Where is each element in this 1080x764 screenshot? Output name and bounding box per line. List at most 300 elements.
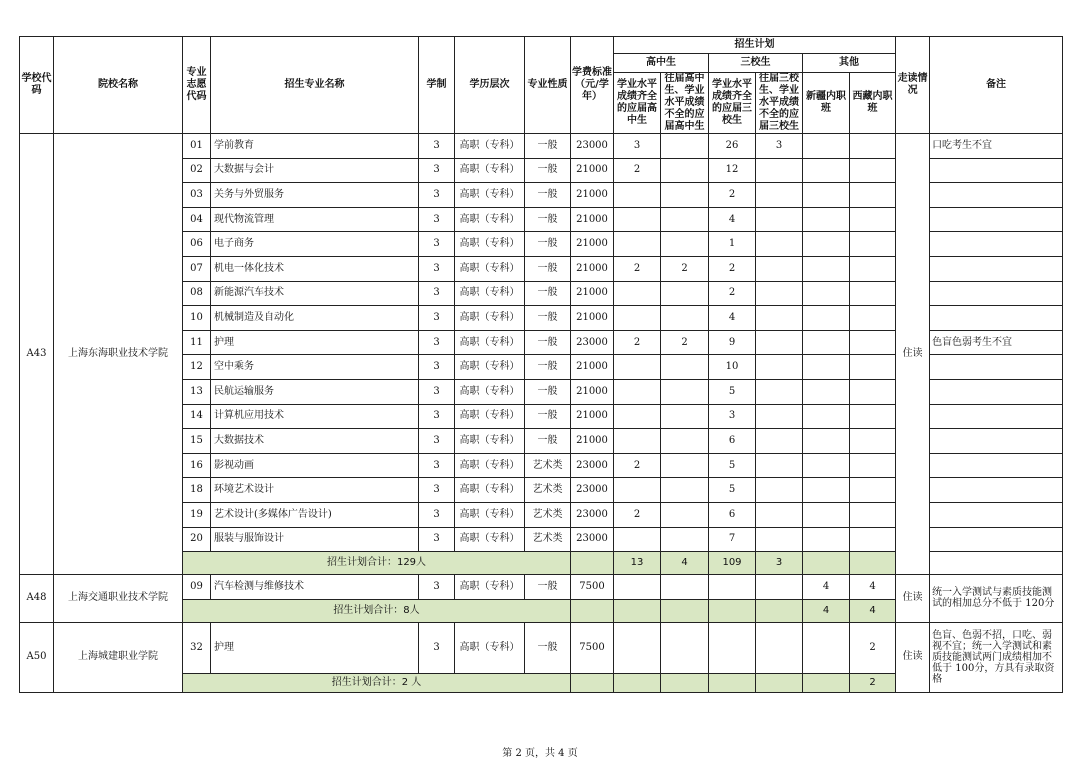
level-cell: 高职（专科） xyxy=(455,453,525,478)
duration-cell: 3 xyxy=(419,134,455,159)
level-cell: 高职（专科） xyxy=(455,232,525,257)
hs-current-cell xyxy=(614,379,661,404)
hs-current-cell xyxy=(614,183,661,208)
tuition-cell: 23000 xyxy=(571,330,614,355)
sx-past-cell xyxy=(756,183,803,208)
total-tibet-cell xyxy=(850,552,896,575)
major-code-cell: 14 xyxy=(183,404,211,429)
total-sx-current-cell xyxy=(709,673,756,692)
level-cell: 高职（专科） xyxy=(455,379,525,404)
school-code-header: 学校代码 xyxy=(20,37,54,134)
hs-past-cell xyxy=(661,502,709,527)
duration-cell: 3 xyxy=(419,306,455,331)
remarks-cell xyxy=(930,527,1063,552)
remarks-cell xyxy=(930,256,1063,281)
tibet-cell xyxy=(850,256,896,281)
hs-past-cell: 2 xyxy=(661,330,709,355)
sx-past-cell xyxy=(756,158,803,183)
major-code-cell: 16 xyxy=(183,453,211,478)
sx-past-cell xyxy=(756,622,803,673)
major-code-cell: 20 xyxy=(183,527,211,552)
sx-past-cell xyxy=(756,502,803,527)
total-hs-past-cell xyxy=(661,673,709,692)
total-hs-current-cell xyxy=(614,599,661,622)
total-sx-past-cell: 3 xyxy=(756,552,803,575)
total-hs-current-cell: 13 xyxy=(614,552,661,575)
major-code-cell: 08 xyxy=(183,281,211,306)
total-sx-current-cell xyxy=(709,599,756,622)
duration-cell: 3 xyxy=(419,527,455,552)
remarks-cell xyxy=(930,453,1063,478)
hs-current-cell xyxy=(614,478,661,503)
tuition-cell: 23000 xyxy=(571,134,614,159)
hs-past-cell xyxy=(661,478,709,503)
major-name-cell: 民航运输服务 xyxy=(211,379,419,404)
total-tibet-cell: 2 xyxy=(850,673,896,692)
duration-cell: 3 xyxy=(419,404,455,429)
major-name-cell: 艺术设计(多媒体广告设计) xyxy=(211,502,419,527)
major-code-cell: 15 xyxy=(183,429,211,454)
sx-past-cell xyxy=(756,575,803,600)
remarks-cell xyxy=(930,379,1063,404)
major-name-header: 招生专业名称 xyxy=(211,37,419,134)
tibet-cell xyxy=(850,330,896,355)
remarks-cell: 口吃考生不宜 xyxy=(930,134,1063,159)
major-code-cell: 06 xyxy=(183,232,211,257)
remarks-cell xyxy=(930,183,1063,208)
level-cell: 高职（专科） xyxy=(455,527,525,552)
tuition-cell: 21000 xyxy=(571,207,614,232)
tuition-cell: 23000 xyxy=(571,502,614,527)
school-code-cell: A43 xyxy=(20,134,54,575)
sx-current-cell: 10 xyxy=(709,355,756,380)
duration-cell: 3 xyxy=(419,622,455,673)
page-footer: 第 2 页，共 4 页 xyxy=(502,748,578,759)
boarding-cell: 住读 xyxy=(896,575,930,623)
remarks-cell xyxy=(930,207,1063,232)
duration-cell: 3 xyxy=(419,429,455,454)
tibet-header: 西藏内职班 xyxy=(850,73,896,134)
xinjiang-cell xyxy=(803,429,850,454)
nature-cell: 一般 xyxy=(525,330,571,355)
major-code-cell: 19 xyxy=(183,502,211,527)
major-name-cell: 关务与外贸服务 xyxy=(211,183,419,208)
nature-cell: 一般 xyxy=(525,158,571,183)
xinjiang-cell xyxy=(803,502,850,527)
xinjiang-cell xyxy=(803,232,850,257)
tibet-cell xyxy=(850,232,896,257)
hs-current-cell xyxy=(614,355,661,380)
major-name-cell: 汽车检测与维修技术 xyxy=(211,575,419,600)
remarks-cell xyxy=(930,552,1063,575)
sx-past-cell xyxy=(756,429,803,454)
sx-current-cell: 2 xyxy=(709,183,756,208)
tuition-cell: 23000 xyxy=(571,453,614,478)
xinjiang-cell xyxy=(803,622,850,673)
sx-past-cell xyxy=(756,478,803,503)
sx-current-cell xyxy=(709,575,756,600)
hs-current-cell xyxy=(614,527,661,552)
hs-past-cell xyxy=(661,404,709,429)
remarks-cell xyxy=(930,429,1063,454)
remarks-cell xyxy=(930,306,1063,331)
major-name-cell: 空中乘务 xyxy=(211,355,419,380)
hs-past-cell xyxy=(661,207,709,232)
sx-past-cell xyxy=(756,355,803,380)
sx-past-cell xyxy=(756,527,803,552)
sx-current-cell xyxy=(709,622,756,673)
sx-current-cell: 12 xyxy=(709,158,756,183)
hs-past-cell xyxy=(661,355,709,380)
table-header xyxy=(20,37,1063,134)
xinjiang-cell xyxy=(803,355,850,380)
hs-current-cell: 2 xyxy=(614,502,661,527)
xinjiang-cell xyxy=(803,379,850,404)
tibet-cell xyxy=(850,207,896,232)
major-code-cell: 04 xyxy=(183,207,211,232)
xinjiang-cell xyxy=(803,281,850,306)
hs-past-cell xyxy=(661,232,709,257)
sx-current-cell: 26 xyxy=(709,134,756,159)
nature-cell: 一般 xyxy=(525,256,571,281)
major-code-cell: 10 xyxy=(183,306,211,331)
boarding-cell: 住读 xyxy=(896,134,930,575)
tibet-cell xyxy=(850,404,896,429)
nature-cell: 一般 xyxy=(525,622,571,673)
sx-current-cell: 1 xyxy=(709,232,756,257)
duration-cell: 3 xyxy=(419,330,455,355)
total-hs-current-cell xyxy=(614,673,661,692)
major-code-cell: 12 xyxy=(183,355,211,380)
major-code-cell: 11 xyxy=(183,330,211,355)
hs-current-cell: 2 xyxy=(614,453,661,478)
xinjiang-cell xyxy=(803,306,850,331)
tuition-cell: 21000 xyxy=(571,256,614,281)
nature-cell: 艺术类 xyxy=(525,478,571,503)
hs-past-cell xyxy=(661,379,709,404)
tuition-cell: 7500 xyxy=(571,575,614,600)
nature-cell: 一般 xyxy=(525,355,571,380)
tuition-cell: 21000 xyxy=(571,281,614,306)
hs-past-cell xyxy=(661,429,709,454)
tibet-cell xyxy=(850,379,896,404)
remarks-cell: 统一入学测试与素质技能测试的相加总分不低于 120分 xyxy=(930,575,1063,623)
hs-past-header: 往届高中生、学业水平成绩不全的应届高中生 xyxy=(661,73,709,134)
hs-past-cell xyxy=(661,158,709,183)
major-code-header: 专业志愿代码 xyxy=(183,37,211,134)
school-name-cell: 上海城建职业学院 xyxy=(54,622,183,692)
hs-current-header: 学业水平成绩齐全的应届高中生 xyxy=(614,73,661,134)
duration-cell: 3 xyxy=(419,379,455,404)
total-label: 招生计划合计：8人 xyxy=(183,599,571,622)
boarding-cell: 住读 xyxy=(896,622,930,692)
major-name-cell: 机械制造及自动化 xyxy=(211,306,419,331)
tibet-cell xyxy=(850,355,896,380)
remarks-cell xyxy=(930,404,1063,429)
level-cell: 高职（专科） xyxy=(455,306,525,331)
level-cell: 高职（专科） xyxy=(455,355,525,380)
sx-past-cell xyxy=(756,281,803,306)
remarks-cell xyxy=(930,502,1063,527)
nature-cell: 艺术类 xyxy=(525,527,571,552)
xinjiang-cell xyxy=(803,404,850,429)
major-name-cell: 服装与服饰设计 xyxy=(211,527,419,552)
total-hs-past-cell: 4 xyxy=(661,552,709,575)
sx-current-cell: 4 xyxy=(709,306,756,331)
sx-past-cell xyxy=(756,207,803,232)
tibet-cell xyxy=(850,281,896,306)
hs-current-cell xyxy=(614,404,661,429)
tibet-cell xyxy=(850,183,896,208)
hs-current-cell xyxy=(614,281,661,306)
tuition-cell: 21000 xyxy=(571,183,614,208)
tibet-cell xyxy=(850,502,896,527)
sx-past-cell xyxy=(756,256,803,281)
sx-current-header: 学业水平成绩齐全的应届三校生 xyxy=(709,73,756,134)
total-xinjiang-cell: 4 xyxy=(803,599,850,622)
sanxiao-group-header: 三校生 xyxy=(709,54,803,73)
tuition-cell: 21000 xyxy=(571,306,614,331)
tuition-cell: 7500 xyxy=(571,622,614,673)
remarks-cell: 色盲、色弱不招，口吃、弱视不宜；统一入学测试和素质技能测试两门成绩相加不低于 100分，方具有录取资格 xyxy=(930,622,1063,692)
major-name-cell: 影视动画 xyxy=(211,453,419,478)
level-cell: 高职（专科） xyxy=(455,404,525,429)
duration-cell: 3 xyxy=(419,502,455,527)
remarks-cell xyxy=(930,281,1063,306)
sx-past-cell xyxy=(756,453,803,478)
major-name-cell: 护理 xyxy=(211,330,419,355)
hs-current-cell xyxy=(614,306,661,331)
sx-current-cell: 5 xyxy=(709,453,756,478)
school-name-cell: 上海东海职业技术学院 xyxy=(54,134,183,575)
hs-past-cell xyxy=(661,453,709,478)
tuition-cell: 21000 xyxy=(571,158,614,183)
table-row xyxy=(20,575,1063,600)
nature-cell: 艺术类 xyxy=(525,502,571,527)
hs-current-cell: 2 xyxy=(614,330,661,355)
level-cell: 高职（专科） xyxy=(455,207,525,232)
total-label: 招生计划合计：129人 xyxy=(183,552,571,575)
hs-current-cell xyxy=(614,232,661,257)
nature-cell: 一般 xyxy=(525,134,571,159)
tibet-cell xyxy=(850,134,896,159)
total-sx-current-cell: 109 xyxy=(709,552,756,575)
major-name-cell: 大数据技术 xyxy=(211,429,419,454)
level-cell: 高职（专科） xyxy=(455,330,525,355)
major-code-cell: 01 xyxy=(183,134,211,159)
sx-current-cell: 6 xyxy=(709,502,756,527)
tibet-cell xyxy=(850,306,896,331)
major-code-cell: 09 xyxy=(183,575,211,600)
total-label: 招生计划合计：2 人 xyxy=(183,673,571,692)
hs-past-cell xyxy=(661,622,709,673)
nature-cell: 一般 xyxy=(525,575,571,600)
level-cell: 高职（专科） xyxy=(455,622,525,673)
major-name-cell: 大数据与会计 xyxy=(211,158,419,183)
remarks-cell xyxy=(930,232,1063,257)
nature-cell: 一般 xyxy=(525,306,571,331)
hs-past-cell xyxy=(661,134,709,159)
total-sx-past-cell xyxy=(756,673,803,692)
admission-plan-table xyxy=(19,36,1063,693)
duration-header: 学制 xyxy=(419,37,455,134)
table-body xyxy=(20,134,1063,693)
nature-cell: 一般 xyxy=(525,281,571,306)
tuition-cell: 21000 xyxy=(571,429,614,454)
xinjiang-cell xyxy=(803,453,850,478)
major-code-cell: 13 xyxy=(183,379,211,404)
total-tuition-cell xyxy=(571,599,614,622)
hs-current-cell xyxy=(614,429,661,454)
xinjiang-header: 新疆内职班 xyxy=(803,73,850,134)
duration-cell: 3 xyxy=(419,453,455,478)
level-cell: 高职（专科） xyxy=(455,281,525,306)
remarks-header: 备注 xyxy=(930,37,1063,134)
sx-current-cell: 5 xyxy=(709,478,756,503)
table-row xyxy=(20,622,1063,673)
hs-current-cell xyxy=(614,575,661,600)
duration-cell: 3 xyxy=(419,478,455,503)
highschool-group-header: 高中生 xyxy=(614,54,709,73)
duration-cell: 3 xyxy=(419,256,455,281)
level-cell: 高职（专科） xyxy=(455,429,525,454)
other-group-header: 其他 xyxy=(803,54,896,73)
hs-current-cell xyxy=(614,622,661,673)
table-row xyxy=(20,134,1063,159)
level-cell: 高职（专科） xyxy=(455,158,525,183)
level-cell: 高职（专科） xyxy=(455,256,525,281)
tibet-cell: 4 xyxy=(850,575,896,600)
hs-current-cell: 3 xyxy=(614,134,661,159)
tuition-cell: 23000 xyxy=(571,527,614,552)
sx-past-cell xyxy=(756,232,803,257)
hs-current-cell: 2 xyxy=(614,158,661,183)
sx-past-header: 往届三校生、学业水平成绩不全的应届三校生 xyxy=(756,73,803,134)
xinjiang-cell xyxy=(803,134,850,159)
duration-cell: 3 xyxy=(419,355,455,380)
major-code-cell: 07 xyxy=(183,256,211,281)
total-tuition-cell xyxy=(571,673,614,692)
sx-current-cell: 4 xyxy=(709,207,756,232)
tibet-cell xyxy=(850,478,896,503)
tibet-cell xyxy=(850,527,896,552)
nature-cell: 一般 xyxy=(525,429,571,454)
level-cell: 高职（专科） xyxy=(455,478,525,503)
xinjiang-cell xyxy=(803,527,850,552)
nature-cell: 一般 xyxy=(525,232,571,257)
hs-current-cell xyxy=(614,207,661,232)
hs-past-cell xyxy=(661,575,709,600)
major-code-cell: 03 xyxy=(183,183,211,208)
nature-cell: 一般 xyxy=(525,183,571,208)
hs-current-cell: 2 xyxy=(614,256,661,281)
level-cell: 高职（专科） xyxy=(455,575,525,600)
xinjiang-cell xyxy=(803,158,850,183)
nature-header: 专业性质 xyxy=(525,37,571,134)
xinjiang-cell xyxy=(803,256,850,281)
major-code-cell: 02 xyxy=(183,158,211,183)
major-name-cell: 新能源汽车技术 xyxy=(211,281,419,306)
total-xinjiang-cell xyxy=(803,673,850,692)
nature-cell: 艺术类 xyxy=(525,453,571,478)
sx-past-cell xyxy=(756,330,803,355)
major-name-cell: 环境艺术设计 xyxy=(211,478,419,503)
total-sx-past-cell xyxy=(756,599,803,622)
sx-current-cell: 9 xyxy=(709,330,756,355)
major-name-cell: 学前教育 xyxy=(211,134,419,159)
sx-current-cell: 2 xyxy=(709,256,756,281)
boarding-header: 走读情况 xyxy=(896,37,930,134)
major-name-cell: 现代物流管理 xyxy=(211,207,419,232)
tibet-cell xyxy=(850,429,896,454)
sx-current-cell: 2 xyxy=(709,281,756,306)
xinjiang-cell xyxy=(803,183,850,208)
major-name-cell: 机电一体化技术 xyxy=(211,256,419,281)
sx-current-cell: 6 xyxy=(709,429,756,454)
major-code-cell: 32 xyxy=(183,622,211,673)
duration-cell: 3 xyxy=(419,232,455,257)
tuition-cell: 21000 xyxy=(571,379,614,404)
nature-cell: 一般 xyxy=(525,207,571,232)
duration-cell: 3 xyxy=(419,158,455,183)
total-tibet-cell: 4 xyxy=(850,599,896,622)
major-name-cell: 电子商务 xyxy=(211,232,419,257)
hs-past-cell: 2 xyxy=(661,256,709,281)
tuition-cell: 21000 xyxy=(571,355,614,380)
hs-past-cell xyxy=(661,306,709,331)
remarks-cell xyxy=(930,158,1063,183)
sx-current-cell: 5 xyxy=(709,379,756,404)
duration-cell: 3 xyxy=(419,575,455,600)
level-cell: 高职（专科） xyxy=(455,134,525,159)
major-name-cell: 计算机应用技术 xyxy=(211,404,419,429)
tuition-cell: 23000 xyxy=(571,478,614,503)
xinjiang-cell xyxy=(803,478,850,503)
sx-past-cell xyxy=(756,404,803,429)
tibet-cell xyxy=(850,453,896,478)
xinjiang-cell xyxy=(803,207,850,232)
nature-cell: 一般 xyxy=(525,404,571,429)
remarks-cell xyxy=(930,355,1063,380)
remarks-cell: 色盲色弱考生不宜 xyxy=(930,330,1063,355)
school-name-header: 院校名称 xyxy=(54,37,183,134)
major-code-cell: 18 xyxy=(183,478,211,503)
duration-cell: 3 xyxy=(419,183,455,208)
level-cell: 高职（专科） xyxy=(455,502,525,527)
plan-header: 招生计划 xyxy=(614,37,896,54)
tibet-cell xyxy=(850,158,896,183)
remarks-cell xyxy=(930,478,1063,503)
sx-current-cell: 3 xyxy=(709,404,756,429)
tuition-cell: 21000 xyxy=(571,232,614,257)
total-xinjiang-cell xyxy=(803,552,850,575)
sx-past-cell xyxy=(756,379,803,404)
total-tuition-cell xyxy=(571,552,614,575)
duration-cell: 3 xyxy=(419,281,455,306)
tuition-header: 学费标准（元/学年） xyxy=(571,37,614,134)
sx-current-cell: 7 xyxy=(709,527,756,552)
school-name-cell: 上海交通职业技术学院 xyxy=(54,575,183,623)
hs-past-cell xyxy=(661,527,709,552)
level-cell: 高职（专科） xyxy=(455,183,525,208)
level-header: 学历层次 xyxy=(455,37,525,134)
tuition-cell: 21000 xyxy=(571,404,614,429)
total-hs-past-cell xyxy=(661,599,709,622)
duration-cell: 3 xyxy=(419,207,455,232)
school-code-cell: A50 xyxy=(20,622,54,692)
nature-cell: 一般 xyxy=(525,379,571,404)
hs-past-cell xyxy=(661,183,709,208)
